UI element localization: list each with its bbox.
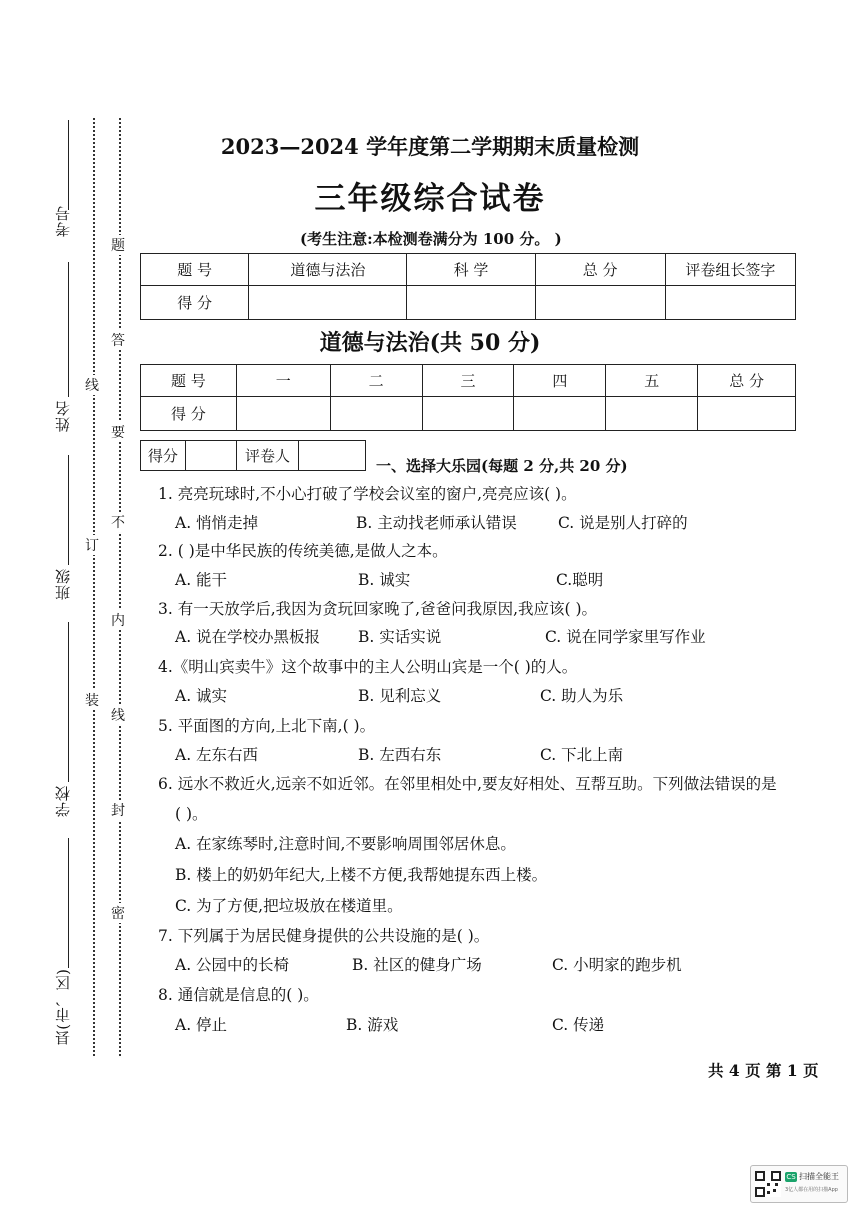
page-number: 共 4 页 第 1 页 <box>708 1061 819 1080</box>
option[interactable]: B. 诚实 <box>358 571 411 589</box>
option[interactable]: B. 社区的健身广场 <box>352 956 482 974</box>
option[interactable]: B. 左西右东 <box>358 746 442 764</box>
option[interactable]: A. 能干 <box>175 571 228 589</box>
option[interactable]: C. 传递 <box>552 1016 605 1034</box>
score-blank-cell[interactable] <box>665 286 795 320</box>
score-blank-cell[interactable] <box>422 397 514 431</box>
field-label-class: 班级 <box>54 568 72 600</box>
seal-char-xian2: 线 <box>111 705 125 725</box>
option[interactable]: B. 实话实说 <box>358 628 442 646</box>
summary-header-cell: 评卷组长签字 <box>665 254 795 286</box>
score-blank-cell[interactable] <box>236 397 330 431</box>
option[interactable]: A. 诚实 <box>175 687 228 705</box>
exam-paper-title: 三年级综合试卷 <box>314 181 546 217</box>
scanner-watermark <box>750 1165 848 1203</box>
question-stem: 3. 有一天放学后,我因为贪玩回家晚了,爸爸问我原因,我应该( )。 <box>158 600 598 618</box>
seal-char-nei: 内 <box>111 610 125 630</box>
seal-char-bu: 不 <box>111 512 125 532</box>
option[interactable]: C.聪明 <box>556 571 604 589</box>
section-header-cell: 四 <box>514 365 606 397</box>
section-header-cell: 题 号 <box>141 365 237 397</box>
question-stem: 2. ( )是中华民族的传统美德,是做人之本。 <box>158 542 448 560</box>
grader-score-label: 得分 <box>141 441 186 471</box>
binding-dotted-line-outer <box>93 118 95 1056</box>
camscanner-logo-icon: CS <box>786 1173 796 1181</box>
field-label-name: 姓名 <box>54 400 72 432</box>
option[interactable]: C. 说在同学家里写作业 <box>545 628 706 646</box>
seal-char-da: 答 <box>111 330 125 350</box>
section-header-cell: 一 <box>236 365 330 397</box>
field-line-county <box>68 838 69 968</box>
question-stem: 1. 亮亮玩球时,不小心打破了学校会议室的窗户,亮亮应该( )。 <box>158 485 577 503</box>
score-blank-cell[interactable] <box>606 397 698 431</box>
option[interactable]: A. 停止 <box>175 1016 228 1034</box>
grader-name-blank[interactable] <box>299 441 366 471</box>
seal-char-mi: 密 <box>111 903 125 923</box>
option[interactable]: C. 为了方便,把垃圾放在楼道里。 <box>175 897 403 915</box>
score-blank-cell[interactable] <box>330 397 422 431</box>
option[interactable]: C. 下北上南 <box>540 746 624 764</box>
grader-box <box>140 440 366 471</box>
summary-header-cell: 题 号 <box>141 254 249 286</box>
score-blank-cell[interactable] <box>407 286 535 320</box>
part-title: 一、选择大乐园(每题 2 分,共 20 分) <box>376 457 628 475</box>
seal-char-feng: 封 <box>111 800 125 820</box>
option[interactable]: B. 主动找老师承认错误 <box>356 514 517 532</box>
field-label-school: 学校 <box>54 785 72 817</box>
option[interactable]: C. 助人为乐 <box>540 687 624 705</box>
option[interactable]: A. 左东右西 <box>175 746 259 764</box>
option[interactable]: C. 小明家的跑步机 <box>552 956 682 974</box>
question-stem: 5. 平面图的方向,上北下南,( )。 <box>158 717 376 735</box>
summary-header-cell: 科 学 <box>407 254 535 286</box>
summary-score-table <box>140 253 796 320</box>
summary-header-cell: 道德与法治 <box>249 254 407 286</box>
option[interactable]: A. 悄悄走掉 <box>175 514 259 532</box>
option[interactable]: B. 游戏 <box>346 1016 399 1034</box>
field-line-school <box>68 622 69 782</box>
section-row-label: 得 分 <box>141 397 237 431</box>
option[interactable]: A. 公园中的长椅 <box>175 956 290 974</box>
exam-term-title: 2023—2024 学年度第二学期期末质量检测 <box>220 134 640 159</box>
summary-header-cell: 总 分 <box>535 254 665 286</box>
section-header-cell: 三 <box>422 365 514 397</box>
question-stem-continued: ( )。 <box>175 805 208 823</box>
field-label-kaohao: 考号 <box>54 205 72 237</box>
exam-note: (考生注意:本检测卷满分为 100 分。 ) <box>300 230 562 248</box>
score-blank-cell[interactable] <box>535 286 665 320</box>
seal-char-xian: 线 <box>85 375 99 395</box>
question-stem: 8. 通信就是信息的( )。 <box>158 986 319 1004</box>
option[interactable]: B. 楼上的奶奶年纪大,上楼不方便,我帮她提东西上楼。 <box>175 866 548 884</box>
seal-char-ti: 题 <box>111 235 125 255</box>
summary-row-label: 得 分 <box>141 286 249 320</box>
option[interactable]: A. 在家练琴时,注意时间,不要影响周围邻居休息。 <box>175 835 516 853</box>
score-blank-cell[interactable] <box>514 397 606 431</box>
question-stem: 6. 远水不救近火,远亲不如近邻。在邻里相处中,要友好相处、互帮互助。下列做法错误的是 <box>158 775 777 793</box>
watermark-app-name: 扫描全能王 <box>799 1172 839 1181</box>
section-score-table <box>140 364 796 431</box>
score-blank-cell[interactable] <box>249 286 407 320</box>
section-header-cell: 二 <box>330 365 422 397</box>
option[interactable]: B. 见利忘义 <box>358 687 442 705</box>
grader-name-label: 评卷人 <box>236 441 299 471</box>
question-stem: 4.《明山宾卖牛》这个故事中的主人公明山宾是一个( )的人。 <box>158 658 578 676</box>
section-title: 道德与法治(共 50 分) <box>319 330 541 356</box>
question-stem: 7. 下列属于为居民健身提供的公共设施的是( )。 <box>158 927 490 945</box>
field-line-class <box>68 455 69 565</box>
option[interactable]: C. 说是别人打碎的 <box>558 514 688 532</box>
watermark-subtitle: 3亿人都在用的扫描App <box>785 1187 838 1193</box>
field-label-county: 县(市、区) <box>54 968 72 1046</box>
section-header-cell: 总 分 <box>698 365 796 397</box>
qr-code-icon <box>755 1171 781 1197</box>
seal-char-yao: 要 <box>111 422 125 442</box>
option[interactable]: A. 说在学校办黑板报 <box>175 628 321 646</box>
grader-score-blank[interactable] <box>185 441 236 471</box>
section-header-cell: 五 <box>606 365 698 397</box>
seal-char-ding: 订 <box>85 535 99 555</box>
score-blank-cell[interactable] <box>698 397 796 431</box>
seal-char-zhuang: 装 <box>85 690 99 710</box>
